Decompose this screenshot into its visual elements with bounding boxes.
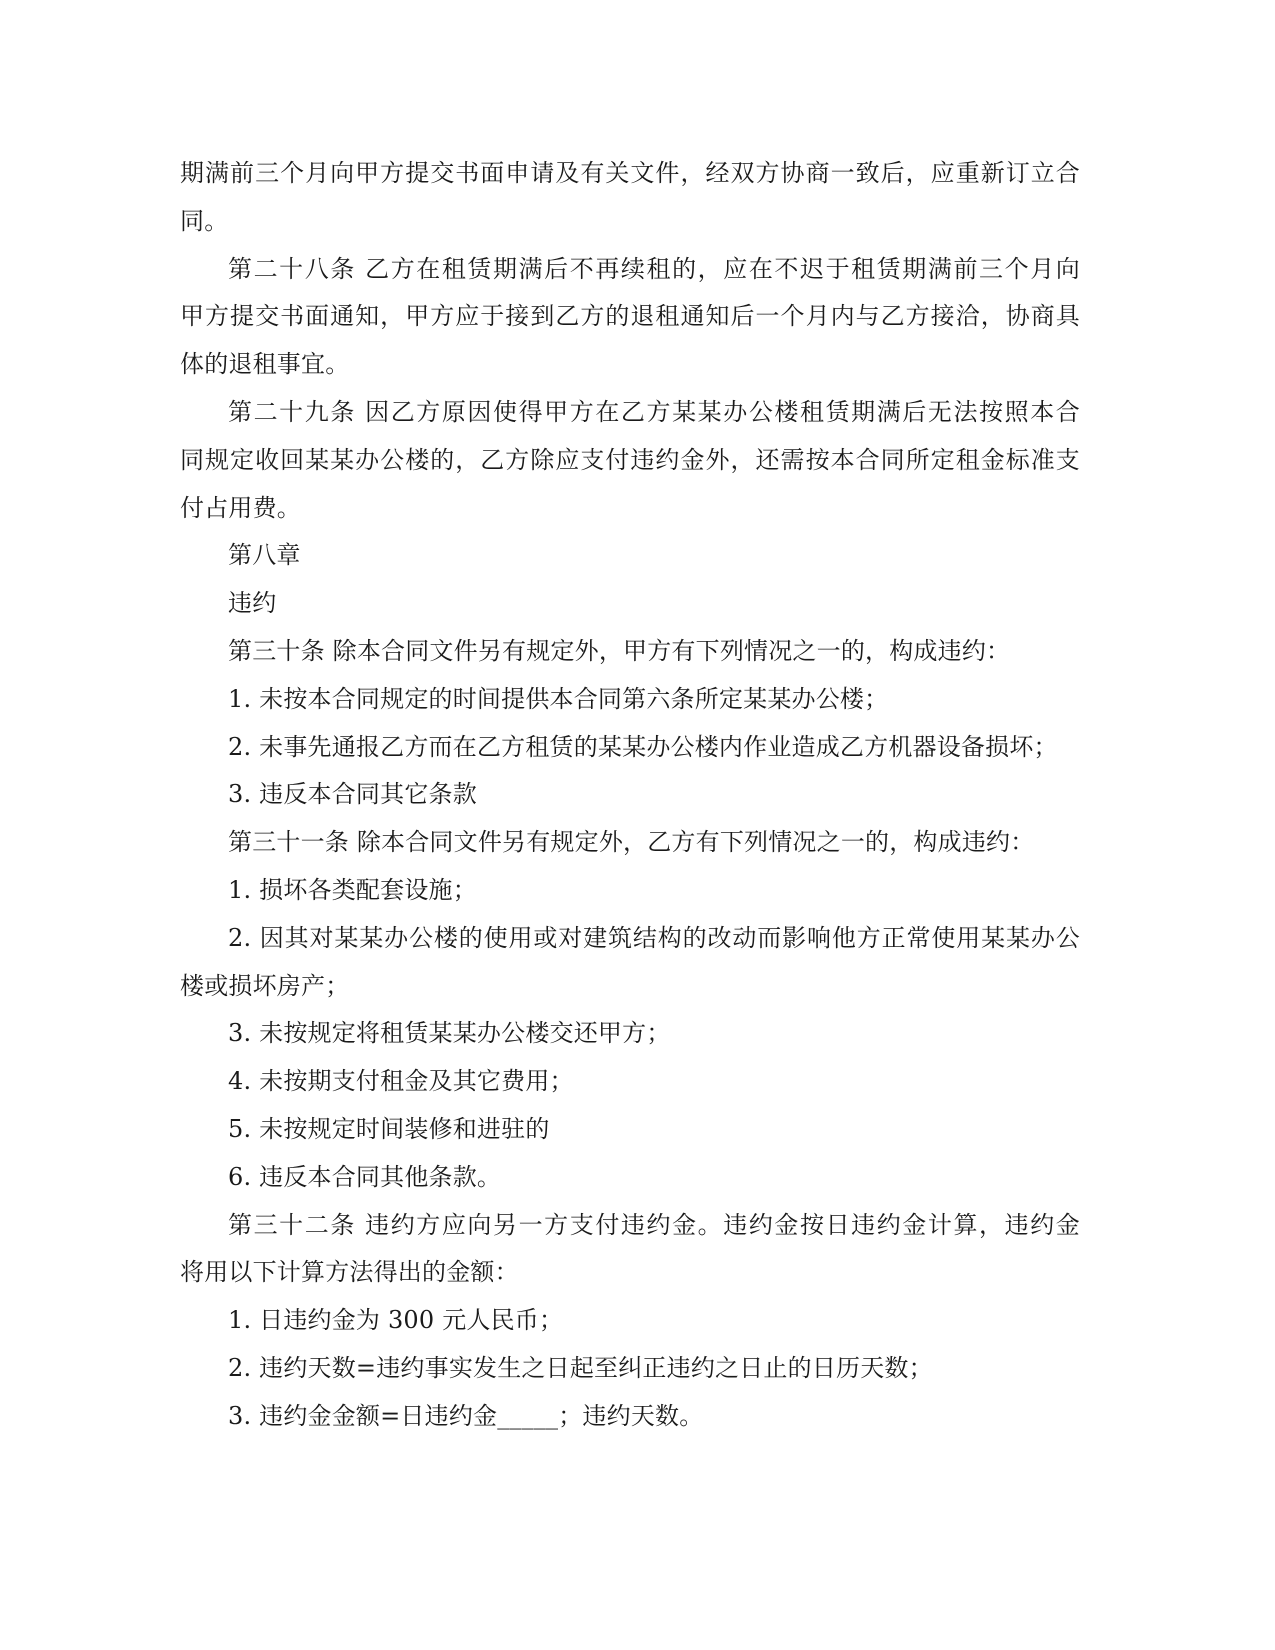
list-item: 1. 损坏各类配套设施；: [228, 875, 477, 904]
list-item: 2. 未事先通报乙方而在乙方租赁的某某办公楼内作业造成乙方机器设备损坏；: [228, 732, 1058, 761]
paragraph-line: 同规定收回某某办公楼的，乙方除应支付违约金外，还需按本合同所定租金标准支: [180, 445, 1080, 474]
article-32-line: 第三十二条 违约方应向另一方支付违约金。违约金按日违约金计算，违约金: [228, 1210, 1080, 1239]
paragraph-line: 甲方提交书面通知，甲方应于接到乙方的退租通知后一个月内与乙方接洽，协商具: [180, 302, 1080, 331]
list-item: 2. 因其对某某办公楼的使用或对建筑结构的改动而影响他方正常使用某某办公: [228, 923, 1080, 952]
list-item: 5. 未按规定时间装修和进驻的: [228, 1114, 550, 1143]
document-page: [180, 150, 1080, 1441]
list-item: 2. 违约天数=违约事实发生之日起至纠正违约之日止的日历天数；: [228, 1353, 933, 1382]
list-item: 3. 违反本合同其它条款: [228, 780, 477, 809]
article-31-line: 第三十一条 除本合同文件另有规定外，乙方有下列情况之一的，构成违约：: [228, 828, 1035, 857]
paragraph-line: 期满前三个月向甲方提交书面申请及有关文件，经双方协商一致后，应重新订立合: [180, 159, 1080, 187]
paragraph-line: 楼或损坏房产；: [180, 971, 350, 1000]
chapter-heading: 第八章: [228, 541, 301, 570]
paragraph-line: 同。: [180, 206, 229, 235]
paragraph-line: 将用以下计算方法得出的金额：: [180, 1258, 519, 1287]
list-item: 3. 违约金金额=日违约金_____；违约天数。: [228, 1401, 704, 1430]
article-30-line: 第三十条 除本合同文件另有规定外，甲方有下列情况之一的，构成违约：: [228, 636, 1011, 665]
list-item: 1. 日违约金为 300 元人民币；: [228, 1306, 564, 1335]
list-item: 6. 违反本合同其他条款。: [228, 1162, 502, 1191]
article-29-line: 第二十九条 因乙方原因使得甲方在乙方某某办公楼租赁期满后无法按照本合: [228, 397, 1080, 426]
chapter-title: 违约: [228, 589, 277, 618]
list-item: 4. 未按期支付租金及其它费用；: [228, 1067, 574, 1096]
paragraph-line: 体的退租事宜。: [180, 350, 350, 379]
list-item: 1. 未按本合同规定的时间提供本合同第六条所定某某办公楼；: [228, 684, 889, 713]
article-28-line: 第二十八条 乙方在租赁期满后不再续租的，应在不迟于租赁期满前三个月向: [228, 254, 1080, 283]
list-item: 3. 未按规定将租赁某某办公楼交还甲方；: [228, 1019, 671, 1048]
paragraph-line: 付占用费。: [180, 493, 301, 522]
